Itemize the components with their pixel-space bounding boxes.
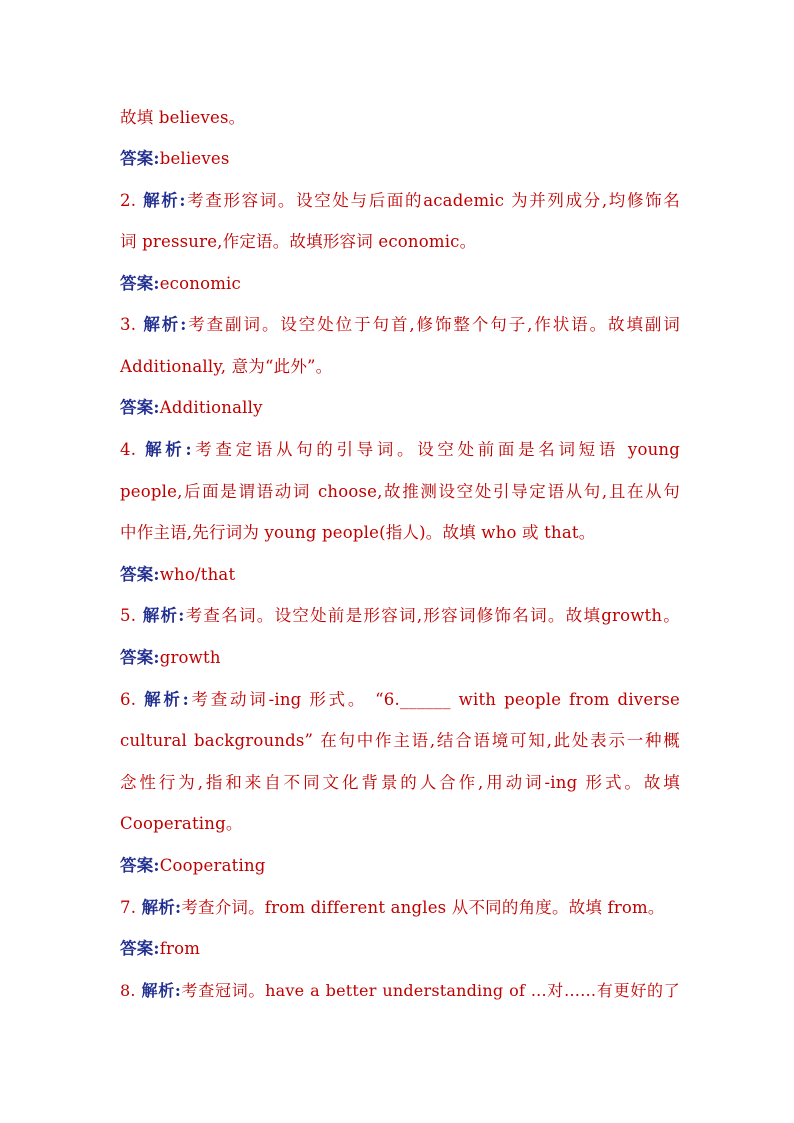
explanation-text: 考查冠词。have a better understanding of ...对……有更好的了	[181, 981, 680, 1000]
text-line	[120, 478, 680, 506]
continuation-text: 故填 believes。	[120, 108, 246, 127]
answer-value: from	[159, 939, 201, 958]
item-number: 5.	[120, 606, 137, 625]
explanation-label: 解析:	[142, 606, 185, 625]
answer-line	[120, 644, 680, 672]
explanation-line	[120, 187, 680, 215]
item-number: 4.	[120, 440, 137, 459]
item-number: 6.	[120, 690, 137, 709]
text-line	[120, 104, 680, 132]
item-number: 3.	[120, 315, 137, 334]
answer-label: 答案:	[120, 648, 160, 667]
explanation-text: 中作主语,先行词为 young people(指人)。故填 who 或 that。	[120, 523, 596, 542]
explanation-text: 考查名词。设空处前是形容词,形容词修饰名词。故填growth。	[184, 606, 680, 625]
answer-line	[120, 935, 680, 963]
answer-value: who/that	[159, 565, 236, 584]
answer-label: 答案:	[120, 565, 160, 584]
answer-label: 答案:	[120, 398, 160, 417]
answer-value: growth	[159, 648, 221, 667]
explanation-line	[120, 436, 680, 464]
explanation-text: cultural backgrounds” 在句中作主语,结合语境可知,此处表示一种概	[120, 731, 680, 750]
explanation-label: 解析:	[144, 690, 189, 709]
text-line	[120, 519, 680, 547]
explanation-label: 解析:	[143, 315, 187, 334]
explanation-text: Additionally, 意为“此外”。	[120, 357, 333, 376]
text-line	[120, 228, 680, 256]
explanation-label: 解析:	[145, 440, 192, 459]
explanation-text: Cooperating。	[120, 814, 243, 833]
answer-value: economic	[159, 274, 241, 293]
explanation-text: 考查介词。from different angles 从不同的角度。故填 from。	[181, 898, 665, 917]
answer-line	[120, 394, 680, 422]
explanation-text: 考查动词-ing 形式。 “6.______ with people from diverse	[188, 690, 680, 709]
item-number: 7.	[120, 898, 137, 917]
explanation-line	[120, 602, 680, 630]
answer-line	[120, 852, 680, 880]
answer-line	[120, 270, 680, 298]
explanation-text: people,后面是谓语动词 choose,故推测设空处引导定语从句,且在从句	[120, 482, 680, 501]
text-line	[120, 769, 680, 797]
explanation-text: 念性行为,指和来自不同文化背景的人合作,用动词-ing 形式。故填	[120, 773, 680, 792]
answer-value: Additionally	[159, 398, 263, 417]
explanation-line	[120, 977, 680, 1005]
answer-label: 答案:	[120, 149, 160, 168]
answer-value: believes	[159, 149, 230, 168]
answer-label: 答案:	[120, 856, 160, 875]
explanation-line	[120, 894, 680, 922]
answer-line	[120, 145, 680, 173]
explanation-line	[120, 686, 680, 714]
answer-label: 答案:	[120, 939, 160, 958]
explanation-text: 词 pressure,作定语。故填形容词 economic。	[120, 232, 477, 251]
explanation-label: 解析:	[143, 191, 186, 210]
text-line	[120, 353, 680, 381]
explanation-line	[120, 311, 680, 339]
item-number: 2.	[120, 191, 137, 210]
text-line	[120, 727, 680, 755]
explanation-text: 考查定语从句的引导词。设空处前面是名词短语 young	[191, 440, 680, 459]
explanation-text: 考查形容词。设空处与后面的academic 为并列成分,均修饰名	[185, 191, 680, 210]
explanation-text: 考查副词。设空处位于句首,修饰整个句子,作状语。故填副词	[186, 315, 680, 334]
item-number: 8.	[120, 981, 136, 1000]
explanation-label: 解析:	[141, 898, 182, 917]
answer-value: Cooperating	[159, 856, 266, 875]
answer-line	[120, 561, 680, 589]
text-line	[120, 810, 680, 838]
answer-label: 答案:	[120, 274, 160, 293]
explanation-label: 解析:	[141, 981, 182, 1000]
